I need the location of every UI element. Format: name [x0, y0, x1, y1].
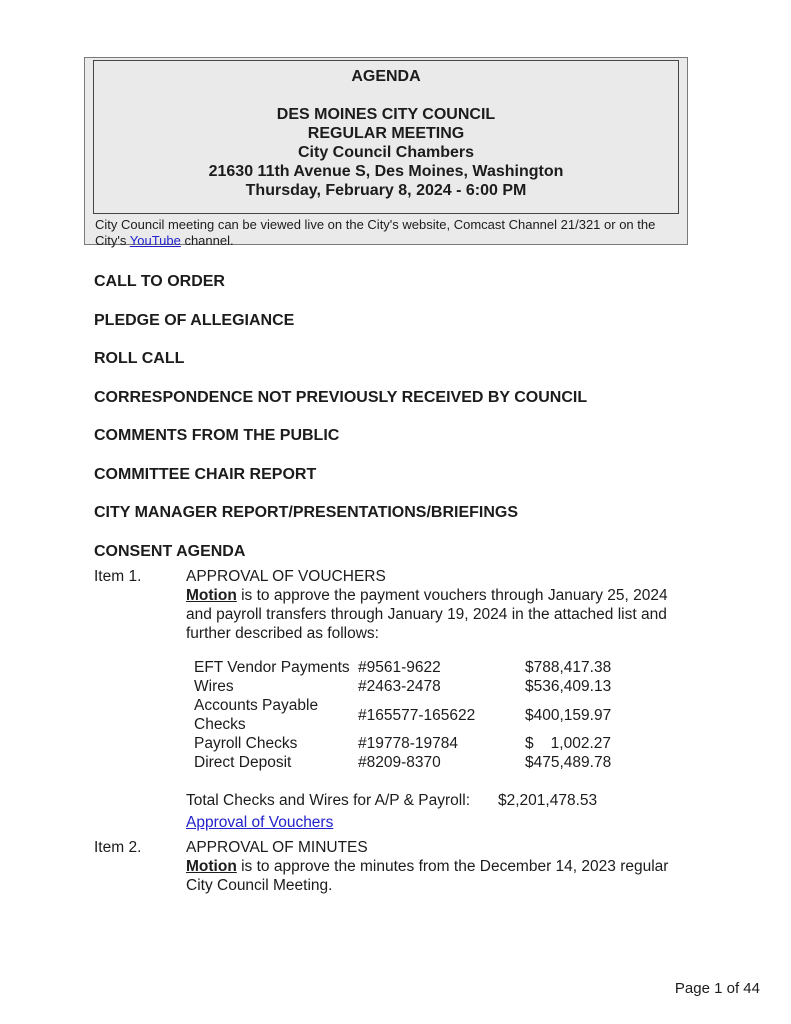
item-2-title: APPROVAL OF MINUTES: [186, 839, 368, 856]
heading-call-to-order: CALL TO ORDER: [94, 273, 225, 290]
item-1-title: APPROVAL OF VOUCHERS: [186, 567, 386, 585]
table-row: [194, 734, 645, 753]
heading-comments-public: COMMENTS FROM THE PUBLIC: [94, 427, 340, 444]
motion-text: is to approve the minutes from the December 14, 2023 regular City Council Meeting.: [186, 858, 669, 894]
voucher-amount-cell: [525, 696, 645, 734]
currency-symbol: $: [525, 754, 534, 771]
voucher-range: #165577-165622: [358, 706, 476, 724]
voucher-desc: Payroll Checks: [194, 735, 298, 752]
item-1-motion-paragraph: [186, 586, 680, 643]
agenda-body: [94, 272, 754, 895]
org-line-address: 21630 11th Avenue S, Des Moines, Washington: [208, 163, 564, 180]
voucher-amount-cell: [525, 677, 645, 696]
youtube-link[interactable]: YouTube: [129, 233, 181, 248]
voucher-range: #2463-2478: [358, 678, 441, 695]
heading-correspondence: CORRESPONDENCE NOT PREVIOUSLY RECEIVED BY COUNCIL: [94, 388, 588, 406]
heading-pledge-of-allegiance: PLEDGE OF ALLEGIANCE: [94, 311, 295, 329]
agenda-header-box: [84, 57, 688, 248]
voucher-range: #19778-19784: [358, 735, 458, 752]
agenda-title: AGENDA: [351, 68, 421, 85]
table-row: [194, 658, 645, 677]
motion-text: is to approve the payment vouchers through January 25, 2024 and payroll transfers through January 19, 2024 in the attached list and further described as follows:: [186, 586, 668, 642]
attachment-link-row: [186, 813, 680, 832]
viewing-note-text: City Council meeting can be viewed live on the City's website, Comcast Channel 21/321 or on the City's: [95, 217, 656, 248]
item-1-body: [186, 567, 680, 833]
heading-roll-call: ROLL CALL: [94, 350, 185, 367]
page-number: Page 1 of 44: [674, 980, 760, 997]
item-2-motion-paragraph: [186, 857, 680, 895]
table-row: [194, 753, 645, 772]
item-2-body: [186, 838, 680, 895]
agenda-item-2: [94, 838, 754, 895]
amount-value: 475,489.78: [533, 754, 612, 771]
viewing-note: [93, 214, 679, 249]
currency-symbol: $: [525, 706, 534, 724]
voucher-desc: Direct Deposit: [194, 754, 292, 771]
motion-word: Motion: [186, 586, 237, 604]
amount-value: 400,159.97: [533, 706, 612, 724]
currency-symbol: $: [525, 678, 534, 695]
org-line-datetime: Thursday, February 8, 2024 - 6:00 PM: [245, 182, 527, 199]
voucher-desc: Wires: [194, 678, 234, 695]
approval-of-vouchers-link[interactable]: Approval of Vouchers: [186, 814, 334, 831]
voucher-total-label: Total Checks and Wires for A/P & Payroll:: [186, 792, 470, 809]
org-line-location: City Council Chambers: [297, 144, 475, 161]
agenda-title-box: [93, 60, 679, 214]
heading-consent-agenda: CONSENT AGENDA: [94, 542, 246, 560]
viewing-note-tail: channel.: [180, 233, 234, 248]
table-row: [194, 677, 645, 696]
voucher-desc: Accounts Payable Checks: [194, 697, 319, 733]
currency-symbol: $: [525, 735, 534, 752]
item-2-label: Item 2.: [94, 839, 142, 856]
currency-symbol: $: [525, 659, 534, 676]
voucher-amount-cell: [525, 658, 645, 677]
section-headings: [94, 272, 754, 561]
amount-value: 536,409.13: [533, 678, 612, 695]
motion-word: Motion: [186, 858, 237, 875]
org-line-meeting-type: REGULAR MEETING: [307, 125, 465, 142]
voucher-total-row: [186, 791, 680, 810]
voucher-total-value: $2,201,478.53: [498, 792, 598, 809]
table-row: [194, 696, 645, 734]
item-1-label: Item 1.: [94, 567, 142, 585]
voucher-range: #8209-8370: [358, 754, 441, 771]
voucher-desc: EFT Vendor Payments: [194, 659, 350, 676]
heading-committee-chair-report: COMMITTEE CHAIR REPORT: [94, 465, 317, 483]
voucher-range: #9561-9622: [358, 659, 441, 676]
voucher-table: [194, 658, 645, 772]
heading-city-manager-report: CITY MANAGER REPORT/PRESENTATIONS/BRIEFINGS: [94, 504, 519, 521]
amount-value: 1,002.27: [550, 735, 611, 752]
org-line-council: DES MOINES CITY COUNCIL: [276, 106, 496, 123]
voucher-amount-cell: [525, 753, 645, 772]
voucher-amount-cell: [525, 734, 645, 753]
amount-value: 788,417.38: [533, 659, 612, 676]
agenda-item-1: [94, 567, 754, 833]
